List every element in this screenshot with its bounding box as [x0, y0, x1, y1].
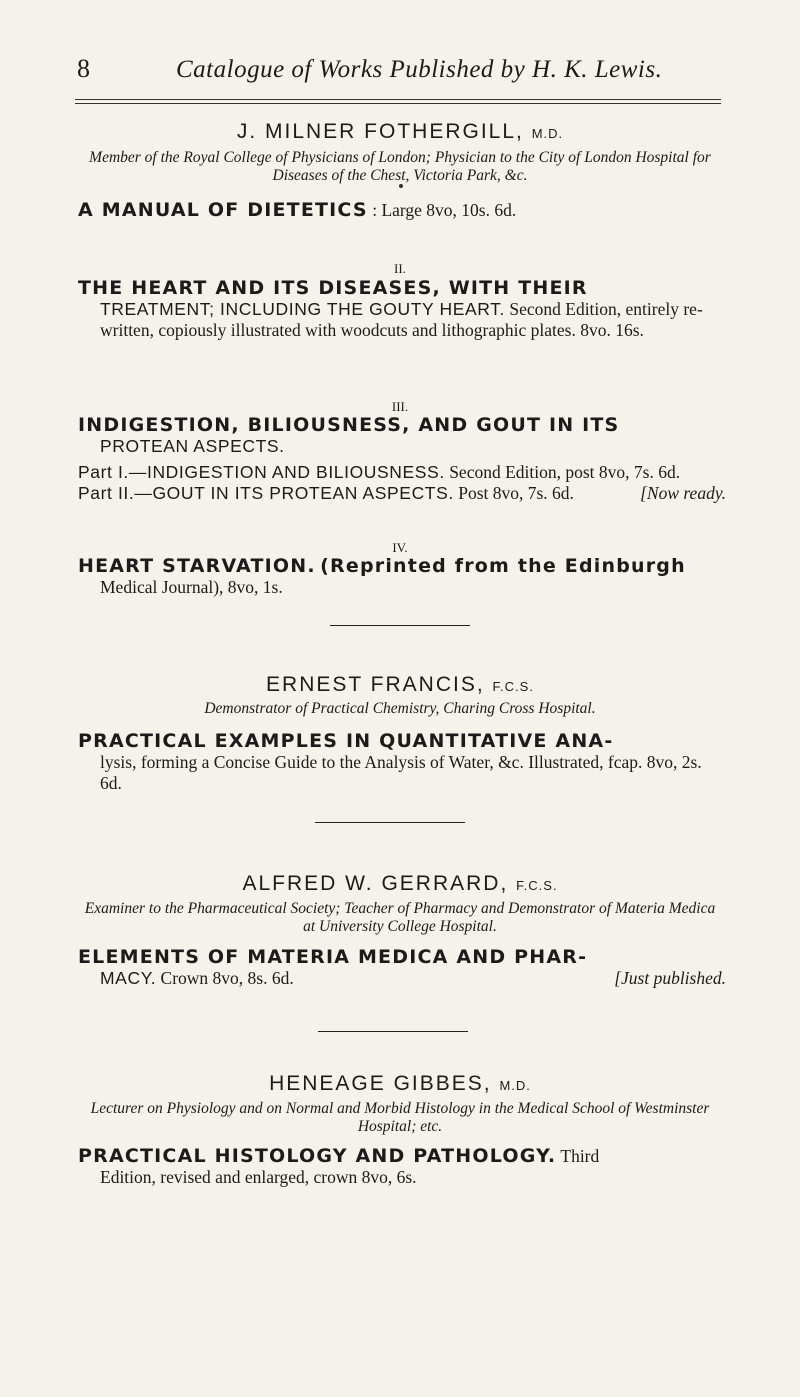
work-title: HEART STARVATION.: [78, 555, 316, 577]
page-number: 8: [77, 54, 90, 83]
work-entry: [78, 1146, 726, 1188]
work-title-rest: (Reprinted from the Edinburgh: [320, 555, 686, 577]
author-degree: M.D.: [499, 1078, 531, 1093]
author-degree: F.C.S.: [492, 679, 534, 694]
work-numeral: III.: [391, 399, 409, 414]
work-entry: [78, 947, 726, 989]
author-affiliation: Member of the Royal College of Physicians of London; Physician to the City of London Hospital for Diseases of the Chest, Victoria Park, &c.: [89, 149, 711, 184]
section-divider: [318, 1031, 468, 1032]
work-title: PRACTICAL EXAMPLES IN QUANTITATIVE ANA-: [78, 730, 614, 752]
ink-speck: [399, 184, 403, 188]
work-details: : Large 8vo, 10s. 6d.: [372, 200, 517, 220]
work-entry: [78, 415, 726, 504]
work-subtitle: TREATMENT; INCLUDING THE GOUTY HEART.: [100, 299, 505, 319]
work-title: THE HEART AND ITS DISEASES, WITH THEIR: [78, 277, 588, 299]
author-heading: [0, 1072, 800, 1096]
header-rule-bottom: [75, 103, 721, 104]
work-entry: [78, 731, 726, 794]
author-name: ERNEST FRANCIS,: [266, 673, 485, 696]
work-details: lysis, forming a Concise Guide to the Analysis of Water, &c. Illustrated, fcap. 8vo, 2s. 6d.: [100, 752, 702, 793]
section-divider: [315, 822, 465, 823]
work-entry: [78, 278, 726, 341]
work-entry: [78, 200, 726, 221]
work-details: Medical Journal), 8vo, 1s.: [100, 577, 283, 597]
work-details: Edition, revised and enlarged, crown 8vo, 6s.: [100, 1167, 417, 1187]
work-title: INDIGESTION, BILIOUSNESS, AND GOUT IN ITS: [78, 414, 620, 436]
work-title-rest: Third: [560, 1146, 600, 1166]
part-label: Part II.—GOUT IN ITS PROTEAN ASPECTS.: [78, 483, 454, 503]
author-affiliation: Lecturer on Physiology and on Normal and Morbid Histology in the Medical School of Westminster Hospital; etc.: [90, 1100, 710, 1135]
author-name: J. MILNER FOTHERGILL,: [236, 120, 524, 143]
part-status: [Now ready.: [640, 483, 726, 503]
header-rule-top: [75, 99, 721, 100]
author-affiliation: Demonstrator of Practical Chemistry, Charing Cross Hospital.: [204, 700, 596, 717]
part-details: Post 8vo, 7s. 6d.: [458, 483, 574, 503]
work-title: PRACTICAL HISTOLOGY AND PATHOLOGY.: [78, 1145, 557, 1167]
author-heading: [0, 872, 800, 896]
running-title: Catalogue of Works Published by H. K. Lewis.: [176, 56, 663, 83]
author-heading: [0, 120, 800, 144]
work-details: Crown 8vo, 8s. 6d.: [160, 968, 294, 988]
author-name: ALFRED W. GERRARD,: [242, 872, 509, 895]
work-title: A MANUAL OF DIETETICS: [78, 199, 368, 221]
work-title: ELEMENTS OF MATERIA MEDICA AND PHAR-: [78, 946, 588, 968]
work-entry: [78, 556, 726, 598]
work-subtitle: PROTEAN ASPECTS.: [100, 436, 285, 456]
author-name: HENEAGE GIBBES,: [269, 1072, 492, 1095]
work-numeral: IV.: [392, 540, 408, 555]
work-numeral: II.: [394, 261, 406, 276]
part-label: Part I.—INDIGESTION AND BILIOUSNESS.: [78, 462, 445, 482]
section-divider: [330, 625, 470, 626]
author-degree: F.C.S.: [516, 878, 558, 893]
work-status: [Just published.: [614, 968, 726, 988]
work-details: Second Edition, entirely re-written, copiously illustrated with woodcuts and lithographic plates. 8vo. 16s.: [100, 299, 703, 340]
author-degree: M.D.: [531, 126, 564, 141]
work-subtitle: MACY.: [100, 968, 157, 988]
author-affiliation: Examiner to the Pharmaceutical Society; Teacher of Pharmacy and Demonstrator of Materia Medica at University College Hospital.: [84, 900, 716, 935]
part-details: Second Edition, post 8vo, 7s. 6d.: [449, 462, 681, 482]
author-heading: [0, 673, 800, 697]
